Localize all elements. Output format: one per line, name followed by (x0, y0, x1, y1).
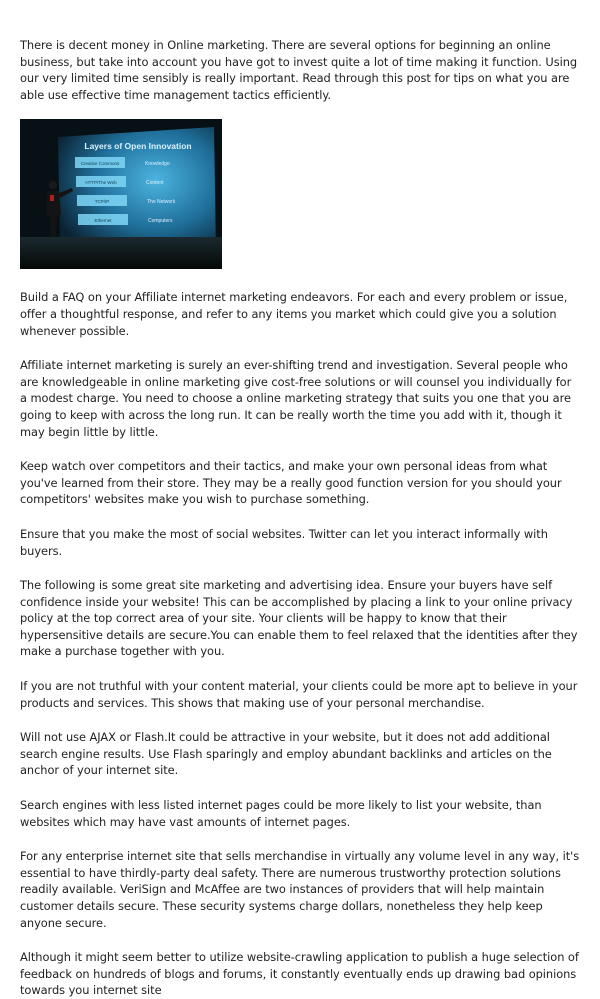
article-paragraph: Keep watch over competitors and their tactics, and make your own personal ideas from what you've learned from their store. They may be a really good function version for you should your competitors' websites make you wish to purchase something. (20, 459, 562, 507)
article-paragraph: Search engines with less listed internet pages could be more likely to list your website, than websites which may have vast amounts of internet pages. (20, 798, 542, 829)
slide-row-left: Ethernet (94, 218, 112, 224)
slide-row-right: Computers (148, 218, 173, 225)
stage-floor (20, 237, 222, 269)
slide-title: Layers of Open Innovation (84, 141, 192, 152)
article-paragraph: For any enterprise internet site that sells merchandise in virtually any volume level in any way, it's essential to have thirdly-party deal safety. There are numerous trustworthy protection solutions readily available. VeriSign and McAffee are two instances of providers that will help maintain customer details secure. These security systems charge dollars, nonetheless they help keep anyone secure. (20, 849, 580, 930)
article-paragraph: Ensure that you make the most of social websites. Twitter can let you interact informally with buyers. (20, 526, 548, 558)
article-paragraph: Affiliate internet marketing is surely an ever-shifting trend and investigation. Several people who are knowledgeable in online marketing give cost-free solutions or will counsel you individually for a modest charge. You need to choose a online marketing strategy that suits you one that you are going to keep with across the long run. It can be really worth the time you add with it, though it may begin little by little. (20, 358, 572, 439)
slide-row-right: Knowledge (145, 161, 170, 168)
article-paragraph: The following is some great site marketing and advertising idea. Ensure your buyers have self confidence inside your website! This can be accomplished by placing a link to your online privacy policy at the top correct area of your site. Your clients will be happy to know that their hypersensitive details are secure.You can enable them to feel relaxed that the identities after they make a purchase together with you. (20, 578, 578, 659)
slide-row-left: Creative Commons (80, 161, 120, 167)
slide-row-right: The Network (147, 199, 176, 206)
article-paragraph: There is decent money in Online marketing. There are several options for beginning an online business, but take into account you have got to invest quite a lot of time making it function. Using our very limited time sensibly is really important. Read through this post for tips on what you are able use effective time management tactics efficiently. (20, 38, 578, 102)
article-paragraph: Build a FAQ on your Affiliate internet marketing endeavors. For each and every problem or issue, offer a thoughtful response, and refer to any items you market which could give you a solution whenever possible. (20, 290, 568, 338)
slide-row-left: HTTP/The Web (85, 180, 117, 186)
article-paragraph: If you are not truthful with your content material, your clients could be more apt to believe in your products and services. This shows that making use of your personal merchandise. (20, 679, 578, 710)
article-paragraph: Although it might seem better to utilize website-crawling application to publish a huge selection of feedback on hundreds of blogs and forums, it constantly eventually ends up drawing bad opinions towards you internet site (20, 950, 579, 998)
presentation-photo (20, 119, 222, 269)
slide-row-left: TCP/IP (94, 199, 110, 205)
slide-row-right: Content (146, 180, 164, 187)
article-paragraph: Will not use AJAX or Flash.It could be attractive in your website, but it does not add additional search engine results. Use Flash sparingly and employ abundant backlinks and articles on the anchor of your internet site. (20, 730, 552, 778)
